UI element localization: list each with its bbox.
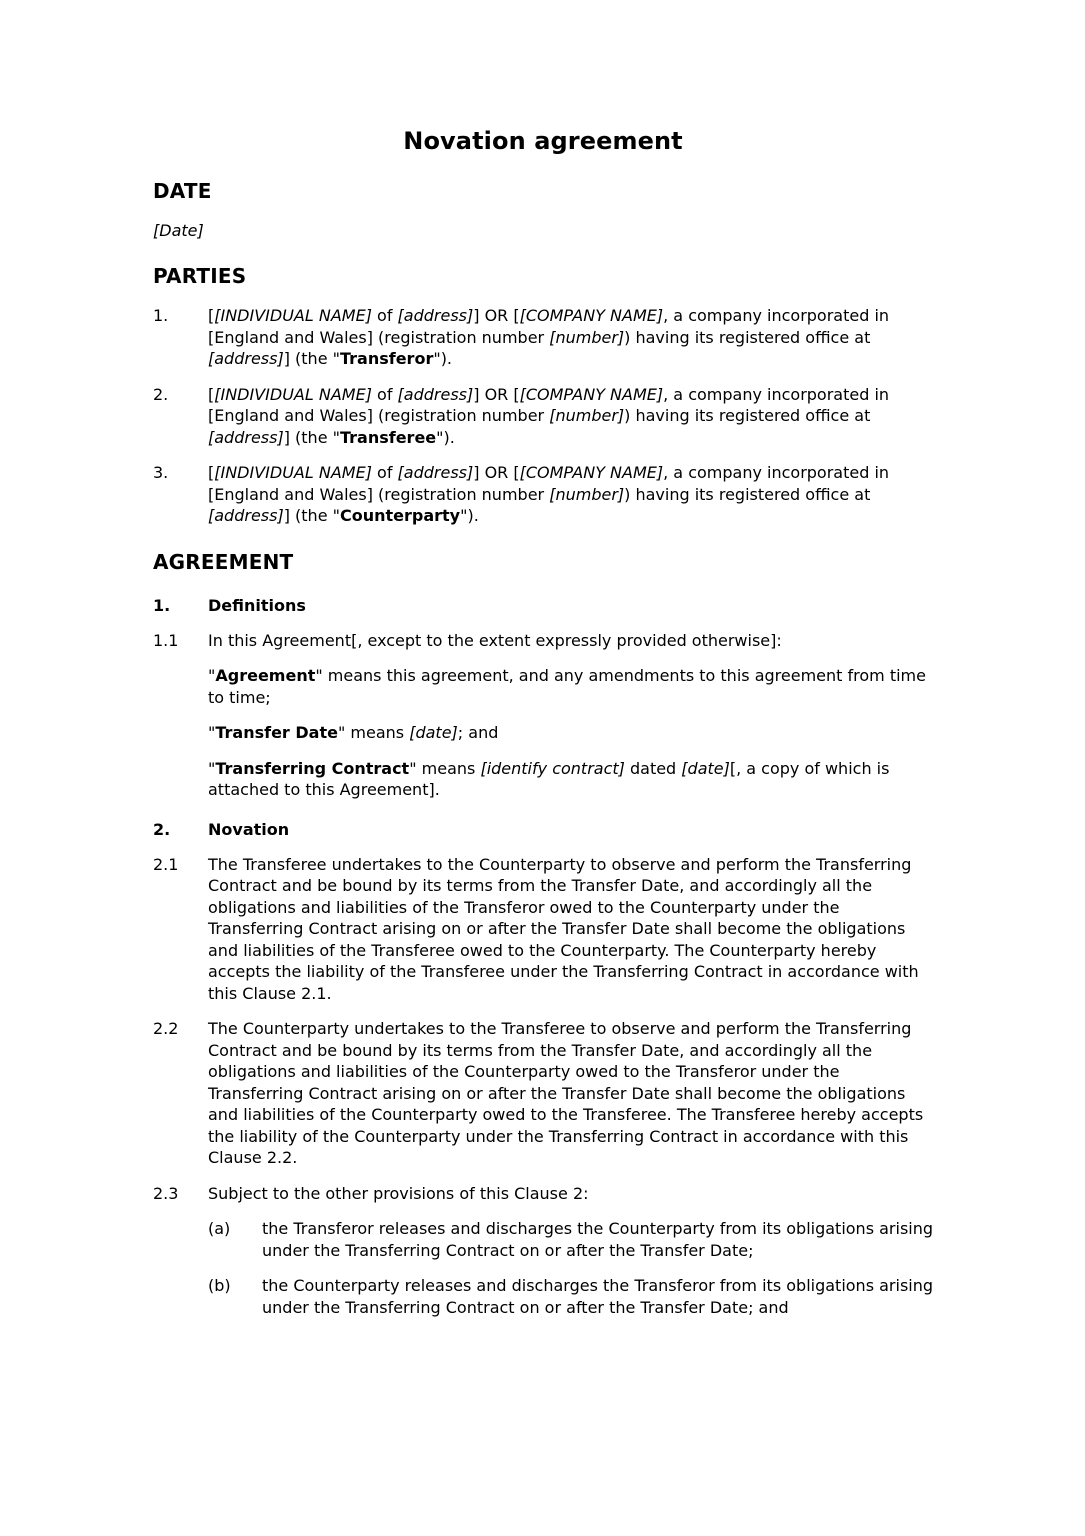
placeholder-text: [date] (681, 758, 730, 778)
text-run: ) having its registered office at (624, 406, 871, 425)
text-run: the Transferor releases and discharges the Counterparty from its obligations arising under the Transferring Contract on or after the Transfer Date; (262, 1219, 934, 1260)
text-run: "). (436, 427, 455, 447)
party-3 (153, 448, 933, 527)
heading-date (153, 156, 933, 206)
heading-date-label: DATE (153, 179, 212, 203)
clause-2-3-marker: 2.3 (153, 1183, 179, 1203)
text-run: the Counterparty releases and discharges the Transferor from its obligations arising under the Transferring Contract on or after the Transfer Date; and (262, 1276, 934, 1317)
text-run: ] OR [ (473, 384, 520, 404)
text-run: Subject to the other provisions of this Clause 2: (208, 1183, 589, 1203)
text-run: ] (the " (283, 427, 340, 447)
defined-term: Transferee (339, 427, 437, 447)
text-run: " (208, 723, 216, 742)
clause-heading-novation (153, 801, 933, 840)
placeholder-text: [address] (397, 306, 474, 325)
party-2-marker: 2. (153, 384, 169, 404)
heading-agreement (153, 527, 933, 577)
clause-2-3 (153, 1169, 933, 1205)
clause-heading-definitions (153, 577, 933, 616)
defined-term: Transfer Date (215, 723, 338, 742)
text-run: " means (337, 723, 410, 742)
heading-agreement-label: AGREEMENT (153, 549, 294, 574)
clause-2-3-a (153, 1204, 933, 1261)
clause-2-3-b (153, 1261, 933, 1318)
text-run: " means this agreement, and any amendments to this agreement from time to time; (208, 666, 926, 707)
placeholder-text: [INDIVIDUAL NAME] (214, 463, 372, 482)
text-run: The Transferee undertakes to the Counterparty to observe and perform the Transferring Contract and be bound by its terms from the Transfer Date, and accordingly all the obligations and liabilities of the Transferor owed to the Counterparty under the Transferring Contract arising on or after the Transfer Date shall become the obligations and liabilities of the Transferee owed to the Counterparty. The Counterparty hereby accepts the liability of the Transferee under the Transferring Contract in accordance with this Clause 2.1. (208, 854, 919, 1003)
text-run: dated (624, 758, 682, 778)
clause-1-1-marker: 1.1 (153, 630, 179, 650)
document-content (153, 0, 933, 1318)
date-placeholder (153, 206, 933, 241)
page-title: Novation agreement (403, 127, 683, 155)
placeholder-text: [number] (549, 484, 625, 504)
placeholder-text: [Date] (153, 221, 204, 240)
text-run: "). (460, 506, 479, 525)
text-run: of (371, 384, 398, 404)
party-1 (153, 291, 933, 370)
clause-2-1-marker: 2.1 (153, 854, 179, 874)
placeholder-text: [COMPANY NAME] (519, 306, 664, 325)
text-run: of (371, 463, 398, 482)
text-run: ) having its registered office at (624, 327, 871, 347)
clause-2-2-marker: 2.2 (153, 1019, 179, 1038)
text-run: " (208, 758, 216, 778)
placeholder-text: [number] (549, 406, 625, 425)
definition-transfer-date (153, 708, 933, 744)
text-run: ] OR [ (473, 463, 520, 482)
placeholder-text: [INDIVIDUAL NAME] (214, 384, 372, 404)
text-run: Definitions (208, 595, 306, 615)
defined-term: Counterparty (339, 506, 461, 525)
clause-heading-definitions-marker: 1. (153, 595, 171, 615)
placeholder-text: [number] (549, 327, 625, 347)
placeholder-text: [address] (208, 349, 284, 368)
text-run: [ (208, 306, 215, 325)
clause-1-1 (153, 616, 933, 652)
party-2 (153, 370, 933, 449)
placeholder-text: [address] (397, 463, 474, 482)
text-run: " (208, 666, 216, 685)
text-run: ] (the " (283, 506, 340, 525)
text-run: , a company incorporated in [England and Wales] (registration number (208, 306, 890, 347)
text-run: , a company incorporated in [England and Wales] (registration number (208, 463, 890, 504)
placeholder-text: [date] (409, 723, 458, 742)
placeholder-text: [address] (208, 506, 284, 525)
document-body (153, 156, 933, 1318)
heading-parties (153, 241, 933, 291)
party-1-marker: 1. (153, 306, 169, 325)
clause-heading-novation-marker: 2. (153, 819, 171, 839)
text-run: [, a copy of which is attached to this Agreement]. (208, 758, 890, 799)
text-run: ] (the " (283, 349, 340, 368)
definition-transferring-contract (153, 744, 933, 801)
placeholder-text: [INDIVIDUAL NAME] (214, 306, 372, 325)
text-run: of (371, 306, 398, 325)
placeholder-text: [COMPANY NAME] (519, 384, 664, 404)
heading-parties-label: PARTIES (153, 264, 247, 288)
text-run: Novation (208, 819, 290, 839)
text-run: " means (409, 758, 481, 778)
placeholder-text: [address] (397, 384, 474, 404)
defined-term: Transferor (339, 349, 434, 368)
clause-2-3-b-marker: (b) (208, 1276, 231, 1295)
party-3-marker: 3. (153, 463, 169, 482)
clause-2-2 (153, 1004, 933, 1169)
definition-agreement (153, 651, 933, 708)
text-run: In this Agreement[, except to the extent expressly provided otherwise]: (208, 630, 782, 650)
placeholder-text: [identify contract] (480, 758, 625, 778)
defined-term: Agreement (215, 666, 316, 685)
clause-2-1 (153, 840, 933, 1005)
text-run: ; and (457, 723, 499, 742)
text-run: [ (208, 463, 215, 482)
text-run: [ (208, 384, 215, 404)
text-run: The Counterparty undertakes to the Transferee to observe and perform the Transferring Contract and be bound by its terms from the Transfer Date, and accordingly all the obligations and liabilities of the Counterparty owed to the Transferor under the Transferring Contract arising on or after the Transfer Date shall become the obligations and liabilities of the Counterparty owed to the Transferee. The Transferee hereby accepts the liability of the Counterparty under the Transferring Contract in accordance with this Clause 2.2. (208, 1019, 924, 1167)
defined-term: Transferring Contract (215, 758, 410, 778)
clause-2-3-a-marker: (a) (208, 1219, 231, 1238)
placeholder-text: [address] (208, 427, 284, 447)
text-run: , a company incorporated in [England and Wales] (registration number (208, 384, 890, 425)
text-run: "). (433, 349, 453, 368)
placeholder-text: [COMPANY NAME] (519, 463, 664, 482)
text-run: ) having its registered office at (624, 484, 871, 504)
text-run: ] OR [ (473, 306, 520, 325)
